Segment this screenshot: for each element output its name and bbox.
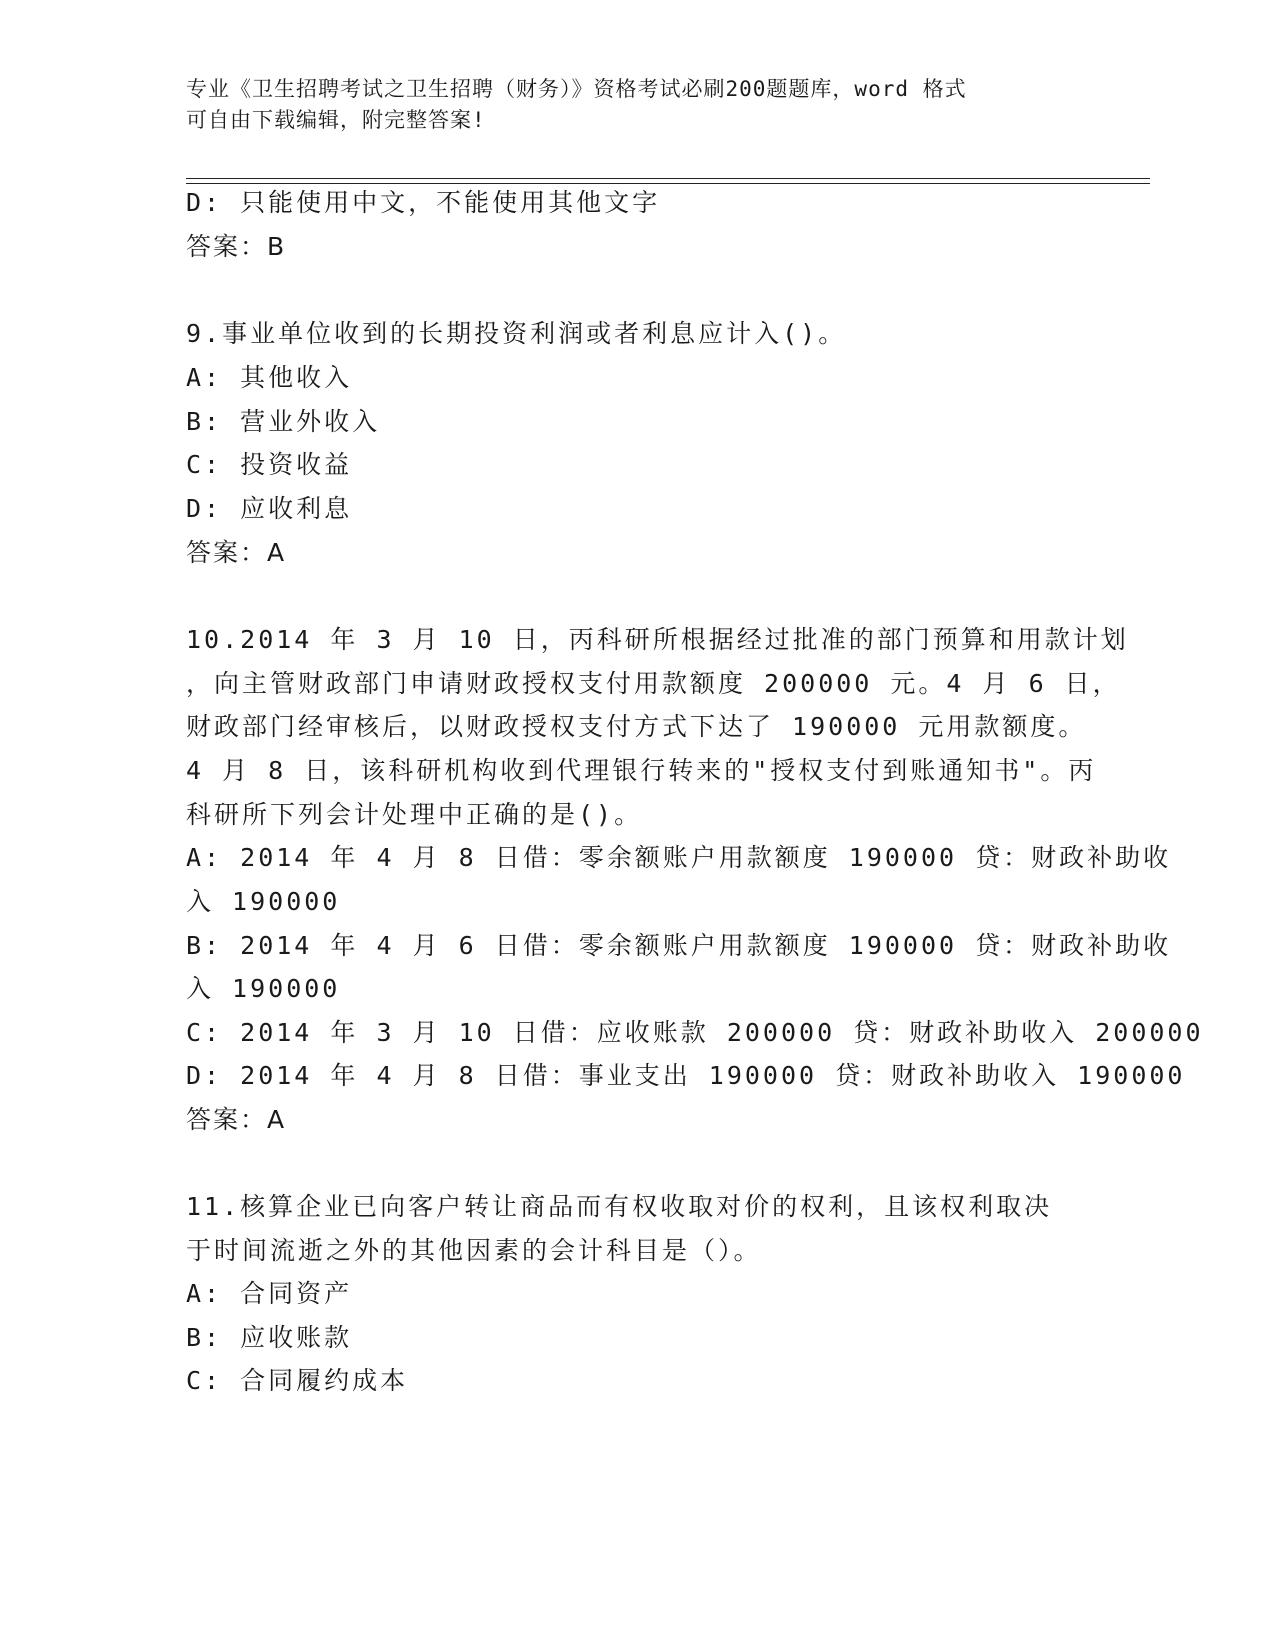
q11-option-c: C: 合同履约成本 — [186, 1366, 409, 1395]
header-divider-top — [186, 178, 1150, 179]
q9-option-a: A: 其他收入 — [186, 363, 353, 392]
q10-stem-line-2: ，向主管财政部门申请财政授权支付用款额度 200000 元。4 月 6 日， — [186, 669, 1121, 698]
q11-option-b: B: 应收账款 — [186, 1323, 353, 1352]
q10-option-b-line-1: B: 2014 年 4 月 6 日借：零余额账户用款额度 190000 贷：财政补助收 — [186, 931, 1172, 960]
header-divider-bottom — [186, 183, 1150, 184]
q9-option-c: C: 投资收益 — [186, 450, 353, 479]
q10-stem-line-4: 4 月 8 日，该科研机构收到代理银行转来的"授权支付到账通知书"。丙 — [186, 756, 1097, 785]
q11-stem-line-1: 11.核算企业已向客户转让商品而有权收取对价的权利，且该权利取决 — [186, 1192, 1053, 1221]
page-header — [186, 74, 1066, 136]
q10-option-c: C: 2014 年 3 月 10 日借：应收账款 200000 贷：财政补助收入 200000 — [186, 1018, 1204, 1047]
header-title-line-1: 专业《卫生招聘考试之卫生招聘（财务）》资格考试必刷200题题库，word 格式 — [186, 77, 967, 101]
q8-option-d: D: 只能使用中文，不能使用其他文字 — [186, 188, 661, 217]
q11-stem-line-2: 于时间流逝之外的其他因素的会计科目是（）。 — [186, 1236, 762, 1265]
q10-option-a-line-1: A: 2014 年 4 月 8 日借：零余额账户用款额度 190000 贷：财政补助收 — [186, 843, 1172, 872]
header-title-line-2: 可自由下载编辑，附完整答案! — [186, 108, 486, 132]
q10-option-a-line-2: 入 190000 — [186, 887, 341, 916]
q10-stem-line-3: 财政部门经审核后，以财政授权支付方式下达了 190000 元用款额度。 — [186, 712, 1087, 741]
q10-option-d: D: 2014 年 4 月 8 日借：事业支出 190000 贷：财政补助收入 190000 — [186, 1061, 1186, 1090]
q8-answer: 答案：B — [186, 232, 287, 261]
q10-answer: 答案：A — [186, 1105, 287, 1134]
q10-stem-line-1: 10.2014 年 3 月 10 日，丙科研所根据经过批准的部门预算和用款计划 — [186, 625, 1129, 654]
q9-option-b: B: 营业外收入 — [186, 407, 381, 436]
q9-stem: 9.事业单位收到的长期投资利润或者利息应计入()。 — [186, 319, 847, 348]
q9-answer: 答案：A — [186, 538, 287, 567]
q11-option-a: A: 合同资产 — [186, 1279, 353, 1308]
q10-stem-line-5: 科研所下列会计处理中正确的是()。 — [186, 800, 643, 829]
q10-option-b-line-2: 入 190000 — [186, 974, 341, 1003]
q9-option-d: D: 应收利息 — [186, 494, 353, 523]
